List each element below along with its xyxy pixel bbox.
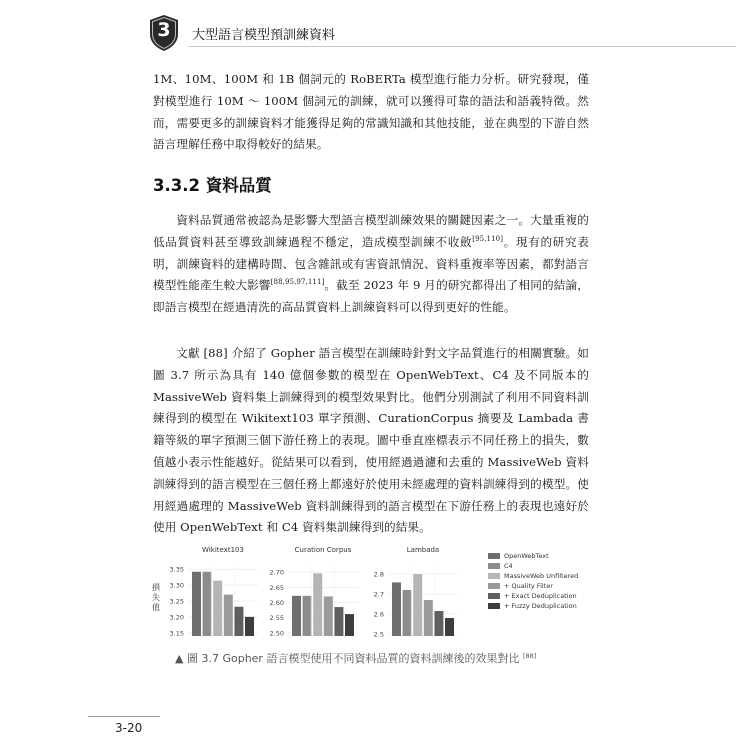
legend-label: C4: [504, 562, 513, 570]
bar: [192, 572, 201, 636]
y-tick-label: 2.65: [269, 583, 284, 592]
bar: [413, 574, 422, 636]
y-axis-label-char: 損: [152, 583, 160, 592]
paragraph-3: 文獻 [88] 介紹了 Gopher 語言模型在訓練時針對文字品質進行的相關實驗。如圖 3.7 所示為具有 140 億個參數的模型在 OpenWebText、C4 及不同版本的 MassiveWeb 資料集上訓練得到的模型效果對比。他們分別測試了利用不同資料訓練得到的模型在 Wikitext103 單字預測、CurationCorpus 摘要及 Lambada 書籍等級的單字預測三個下游任務上的表現。圖中垂直座標表示不同任務上的損失，數值越小表示性能越好。從結果可以看到，使用經過過濾和去重的 MassiveWeb 資料訓練得到的語言模型在三個任務上都遠好於使用未經處理的資料訓練得到的模型。使用經過處理的 MassiveWeb 資料訓練得到的語言模型在下游任務上的表現也遠好於使用 OpenWebText 和 C4 資料集訓練得到的結果。: [153, 346, 589, 535]
legend-label: + Exact Deduplication: [504, 592, 577, 600]
y-tick-label: 3.20: [169, 613, 184, 622]
y-tick-label: 2.7: [373, 590, 384, 599]
y-axis-label-char: 值: [152, 603, 160, 612]
bar: [403, 590, 412, 636]
bar: [224, 595, 233, 636]
caption-citation: [88]: [522, 652, 537, 660]
legend-swatch: [488, 553, 500, 559]
y-tick-label: 2.50: [269, 629, 284, 638]
paragraph-1: 1M、10M、100M 和 1B 個詞元的 RoBERTa 模型進行能力分析。研究發現，僅對模型進行 10M ～ 100M 個詞元的訓練，就可以獲得可靠的語法和語義特徵。然而，需要更多的訓練資料才能獲得足夠的常識知識和其他技能，並在典型的下游自然語言理解任務中取得較好的結果。: [153, 72, 589, 152]
bar: [303, 596, 312, 636]
legend-label: + Quality Filter: [504, 582, 553, 590]
paragraph-2-text-2: 。現有的研究表明，訓練資料的建構時間、包含雜訊或有害資訊情況、資料重複率等因素，都對語言模型性能產生較大影響: [153, 234, 590, 293]
bar: [424, 600, 433, 636]
paragraph-2-text-3: 。截至 2023 年 9 月的研究都得出了相同的結論，即語言模型在經過清洗的高品質資料上訓練資料可以得到更好的性能。: [153, 278, 589, 315]
bar: [345, 614, 354, 636]
y-tick-label: 2.5: [373, 630, 384, 639]
bar: [213, 581, 222, 636]
panel-title: Lambada: [406, 546, 440, 554]
bar: [234, 607, 243, 636]
bar: [392, 582, 401, 636]
footer-divider: [88, 716, 160, 717]
chapter-number: 3: [157, 19, 171, 41]
legend-swatch: [488, 573, 500, 579]
y-tick-label: 3.25: [169, 597, 184, 606]
figure-caption: [175, 650, 536, 666]
bar: [245, 617, 254, 636]
bar: [445, 618, 454, 636]
y-tick-label: 2.8: [373, 570, 384, 579]
running-title: 大型語言模型預訓練資料: [192, 28, 336, 43]
paragraph-2-text-1: 資料品質通常被認為是影響大型語言模型訓練效果的關鍵因素之一。大量重複的低品質資料甚至導致訓練過程不穩定，造成模型訓練不收斂: [153, 213, 589, 249]
y-tick-label: 2.60: [269, 599, 284, 608]
paragraph-2: [153, 210, 589, 319]
legend-swatch: [488, 603, 500, 609]
section-heading: 3.3.2 資料品質: [153, 176, 272, 195]
legend-label: + Fuzzy Deduplication: [504, 602, 577, 610]
citation-1: [95,110]: [472, 234, 504, 243]
legend-label: OpenWebText: [504, 552, 549, 560]
y-tick-label: 2.70: [269, 568, 284, 577]
y-tick-label: 2.6: [373, 610, 384, 619]
legend-label: MassiveWeb Unfiltered: [504, 572, 579, 580]
panel-title: Curation Corpus: [294, 546, 352, 554]
figure-3-7-chart: [148, 540, 598, 650]
page-header: [148, 14, 588, 54]
y-tick-label: 3.30: [169, 581, 184, 590]
caption-marker: ▲: [175, 652, 184, 665]
bar: [334, 607, 343, 636]
citation-2: [88,95,97,111]: [270, 278, 325, 287]
bar: [324, 596, 333, 636]
page-number: 3-20: [115, 721, 143, 735]
y-tick-label: 3.35: [169, 565, 184, 574]
y-axis-label-char: 失: [152, 593, 160, 602]
y-tick-label: 2.55: [269, 614, 284, 623]
bar: [203, 572, 212, 636]
y-tick-label: 3.15: [169, 629, 184, 638]
bar: [313, 573, 322, 636]
legend-swatch: [488, 563, 500, 569]
panel-title: Wikitext103: [202, 546, 244, 554]
bar: [434, 611, 443, 636]
header-divider: [188, 46, 736, 47]
legend-swatch: [488, 593, 500, 599]
caption-text: 圖 3.7 Gopher 語言模型使用不同資料品質的資料訓練後的效果對比: [186, 652, 520, 665]
bar: [292, 596, 301, 636]
legend-swatch: [488, 583, 500, 589]
